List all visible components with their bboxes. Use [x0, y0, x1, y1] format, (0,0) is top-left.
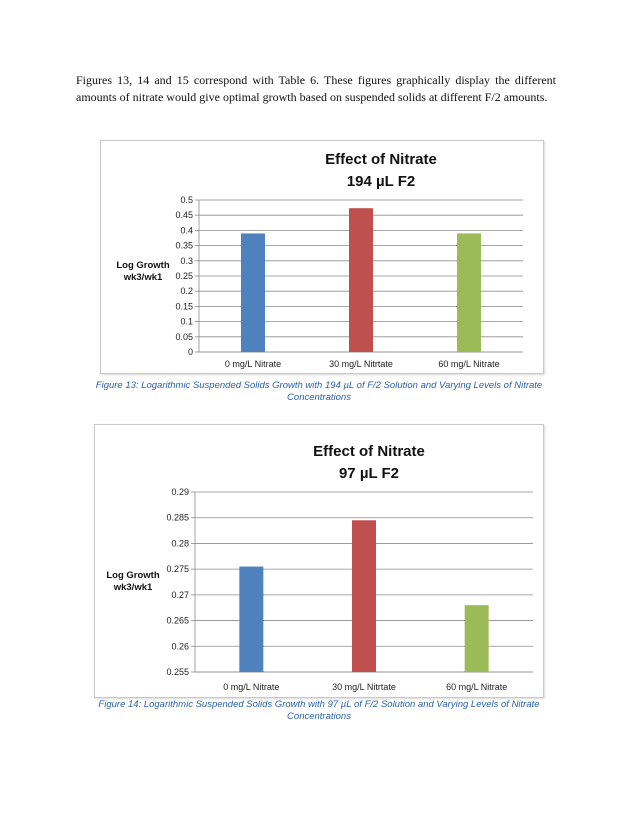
y-tick-label: 0.5	[180, 195, 193, 205]
y-tick-label: 0.29	[171, 487, 189, 497]
y-tick-label: 0.15	[175, 301, 193, 312]
bar	[465, 605, 489, 672]
y-tick-label: 0.05	[175, 331, 193, 342]
bar	[349, 208, 373, 352]
x-category-label: 0 mg/L Nitrate	[224, 359, 282, 369]
y-tick-label: 0.275	[166, 564, 189, 575]
y-tick-label: 0.1	[180, 316, 193, 327]
y-axis-label: Log Growth	[106, 570, 160, 581]
chart-title-line: Effect of Nitrate	[325, 151, 437, 168]
y-tick-label: 0.285	[166, 512, 189, 523]
y-axis-label: wk3/wk1	[123, 272, 163, 283]
bar	[352, 520, 376, 672]
y-tick-label: 0.45	[175, 210, 193, 221]
figure-13-caption: Figure 13: Logarithmic Suspended Solids Growth with 194 µL of F/2 Solution and Varying Levels of Nitrate Concentrations	[95, 380, 543, 403]
y-tick-label: 0.4	[180, 225, 193, 236]
chart-title-line: 97 µL F2	[338, 465, 400, 482]
chart-title-line: 194 µL F2	[346, 173, 416, 190]
y-tick-label: 0.3	[180, 255, 193, 266]
x-category-label: 0 mg/L Nitrate	[223, 682, 280, 692]
x-category-label: 30 mg/L Nitrtate	[329, 359, 393, 369]
x-category-label: 60 mg/L Nitrate	[446, 682, 508, 692]
y-tick-label: 0.25	[175, 271, 193, 281]
y-tick-label: 0.27	[171, 589, 189, 600]
bar	[239, 567, 263, 672]
figure-14-caption: Figure 14: Logarithmic Suspended Solids Growth with 97 µL of F/2 Solution and Varying Levels of Nitrate Concentrations	[98, 699, 540, 722]
y-tick-label: 0.255	[166, 667, 189, 677]
x-category-label: 60 mg/L Nitrate	[438, 359, 500, 369]
y-tick-label: 0.28	[171, 538, 189, 549]
y-tick-label: 0.35	[175, 240, 193, 251]
y-tick-label: 0.265	[166, 615, 189, 626]
chart-svg-figure-13	[101, 141, 543, 373]
intro-paragraph: Figures 13, 14 and 15 correspond with Table 6. These figures graphically display the different amounts of nitrate would give optimal growth based on suspended solids at different F/2 amounts.	[76, 73, 556, 104]
y-axis-label: wk3/wk1	[113, 582, 153, 593]
chart-svg-figure-14	[95, 425, 543, 697]
bar	[241, 233, 265, 352]
chart-title-line: Effect of Nitrate	[313, 443, 425, 460]
y-tick-label: 0.26	[171, 641, 189, 652]
y-axis-label: Log Growth	[116, 260, 170, 271]
y-tick-label: 0	[187, 347, 193, 357]
x-category-label: 30 mg/L Nitrtate	[332, 682, 396, 692]
bar	[457, 233, 481, 352]
chart-figure-14	[94, 424, 544, 698]
chart-figure-13	[100, 140, 544, 374]
y-tick-label: 0.2	[180, 286, 193, 297]
